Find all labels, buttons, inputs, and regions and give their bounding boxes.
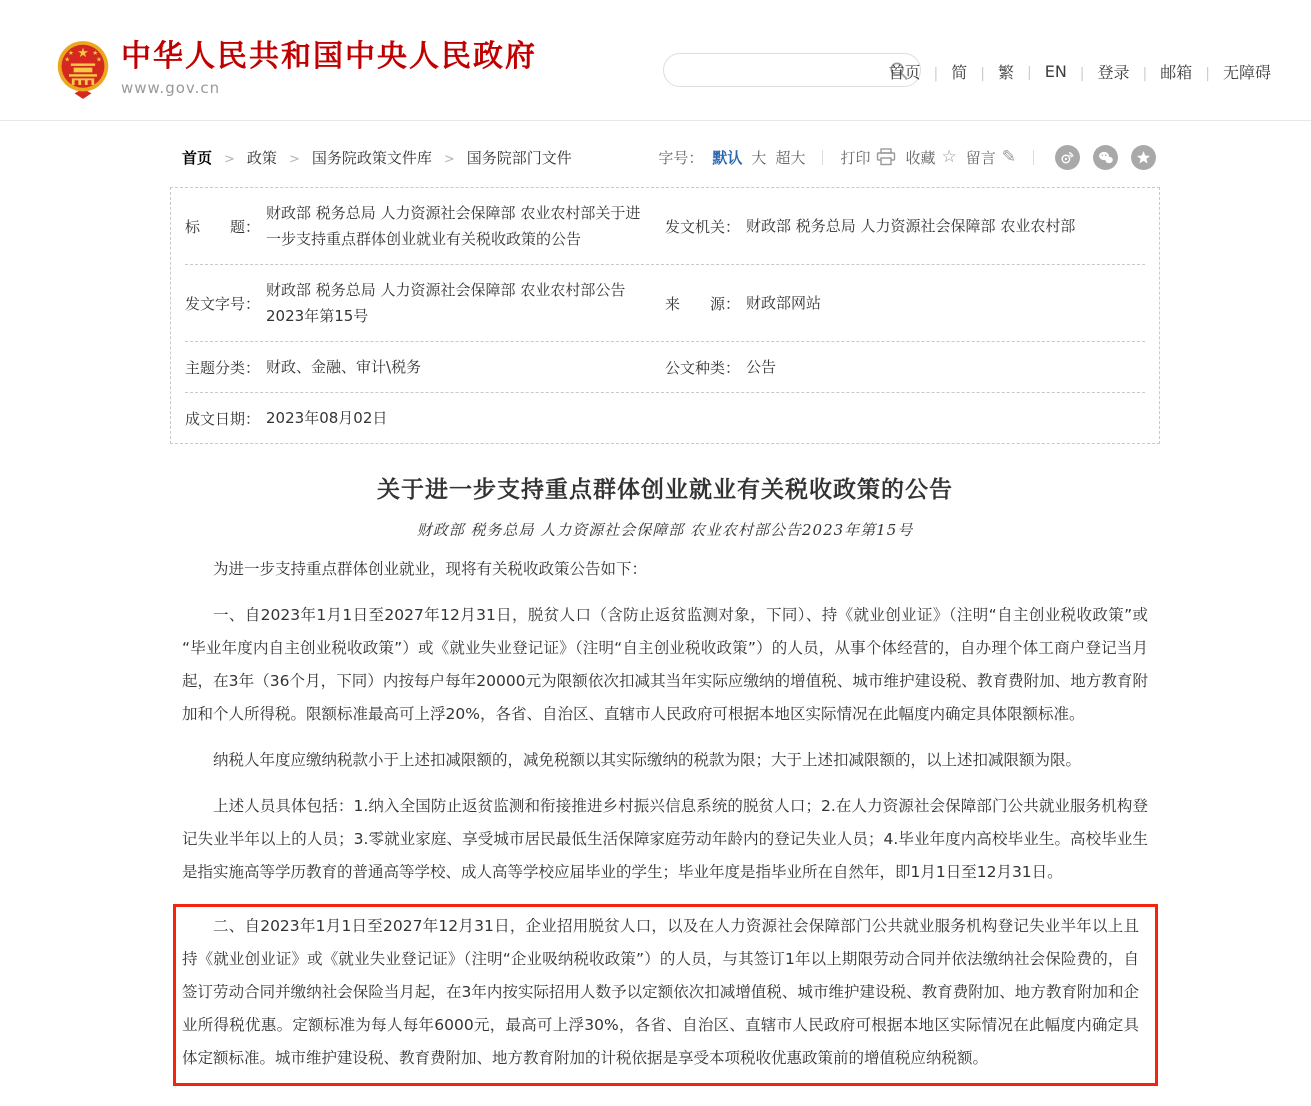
paragraph-intro: 为进一步支持重点群体创业就业，现将有关税收政策公告如下： (213, 560, 648, 578)
meta-cell-title (185, 188, 651, 264)
fontsize-xlarge-button[interactable]: 超大 (775, 148, 806, 167)
breadcrumb-policy-library[interactable]: > 国务院政策文件库 (277, 147, 432, 168)
meta-row-date (185, 393, 1145, 443)
breadcrumb-department-docs[interactable]: > 国务院部门文件 (432, 147, 572, 168)
search-input[interactable] (664, 55, 889, 85)
meta-source-value: 财政部网站 (746, 294, 822, 312)
meta-cell-source (651, 265, 1145, 341)
wechat-share-icon[interactable] (1093, 145, 1118, 170)
brand[interactable] (55, 40, 537, 100)
breadcrumb-home[interactable]: 首页 (182, 148, 213, 167)
svg-text:★: ★ (67, 49, 74, 58)
meta-issuer-value: 财政部 税务总局 人力资源社会保障部 农业农村部 (746, 217, 1076, 235)
nav-english[interactable]: | EN (1014, 62, 1067, 81)
nav-traditional[interactable]: | 繁 (967, 60, 1014, 83)
breadcrumb-policy[interactable]: > 政策 (212, 147, 277, 168)
svg-text:★: ★ (64, 55, 71, 64)
svg-text:★: ★ (92, 49, 99, 58)
print-label: 打印 (840, 148, 871, 167)
nav-mailbox[interactable]: | 邮箱 (1130, 60, 1193, 83)
print-button[interactable] (840, 147, 896, 168)
meta-cell-date (185, 393, 651, 443)
star-icon: ☆ (941, 146, 957, 167)
svg-text:★: ★ (95, 55, 102, 64)
meta-docnum-value: 财政部 税务总局 人力资源社会保障部 农业农村部公告2023年第15号 (266, 281, 626, 325)
article-body (170, 553, 1160, 1086)
paragraph-item-2-highlighted: 二、自2023年1月1日至2027年12月31日，企业招用脱贫人口，以及在人力资源社会保障部门公共就业服务机构登记失业半年以上且持《就业创业证》或《就业失业登记证》（注明“企业吸纳税收政策”）的人员，与其签订1年以上期限劳动合同并依法缴纳社会保险费的，自签订劳动合同并缴纳社会保险当月起，在3年内按实际招用人数予以定额依次扣减增值税、城市维护建设税、教育费附加、地方教育附加和企业所得税优惠。定额标准为每人每年6000元，最高可上浮30%，各省、自治区、直辖市人民政府可根据本地区实际情况在此幅度内确定具体定额标准。城市维护建设税、教育费附加、地方教育附加的计税依据是享受本项税收优惠政策前的增值税应纳税额。 (182, 917, 1139, 1067)
meta-source-label: 来 源： (665, 294, 741, 313)
document-meta-table (170, 187, 1160, 444)
paragraph-personnel-scope: 上述人员具体包括：1.纳入全国防止返贫监测和衔接推进乡村振兴信息系统的脱贫人口；2.在人力资源社会保障部门公共就业服务机构登记失业半年以上的人员；3.零就业家庭、享受城市居民最低生活保障家庭劳动年龄内的登记失业人员；4.毕业年度内高校毕业生。高校毕业生是指实施高等学历教育的普通高等学校、成人高等学校应届毕业的学生；毕业年度是指毕业所在自然年，即1月1日至12月31日。 (182, 797, 1148, 881)
brand-text (121, 40, 537, 97)
svg-text:★: ★ (77, 45, 89, 61)
fontsize-default-button[interactable]: 默认 (712, 148, 743, 167)
printer-icon (876, 148, 896, 166)
article-subtitle: 财政部 税务总局 人力资源社会保障部 农业农村部公告2023年第15号 (416, 521, 914, 539)
meta-doctype-value: 公告 (746, 358, 777, 376)
highlight-box (173, 904, 1158, 1086)
toolbar-divider (822, 150, 823, 165)
nav-home[interactable]: 首页 (888, 63, 921, 82)
qzone-share-icon[interactable] (1131, 145, 1156, 170)
meta-cell-doctype (651, 342, 1145, 392)
site-header (0, 0, 1311, 121)
comment-label: 留言 (965, 148, 996, 167)
top-nav (889, 60, 1271, 83)
meta-date-label: 成文日期： (185, 409, 261, 428)
comment-button[interactable] (966, 147, 1016, 168)
meta-row-docnum (185, 265, 1145, 342)
national-emblem-logo (55, 40, 111, 100)
paragraph-item-1: 一、自2023年1月1日至2027年12月31日，脱贫人口（含防止返贫监测对象，下同）、持《就业创业证》（注明“自主创业税收政策”或“毕业年度内自主创业税收政策”）或《就业失业登记证》（注明“自主创业税收政策”）的人员，从事个体经营的，自办理个体工商户登记当月起，在3年（36个月，下同）内按每户每年20000元为限额依次扣减其当年实际应缴纳的增值税、城市维护建设税、教育费附加、地方教育附加和个人所得税。限额标准最高可上浮20%，各省、自治区、直辖市人民政府可根据本地区实际情况在此幅度内确定具体限额标准。 (182, 606, 1148, 723)
weibo-share-icon[interactable] (1055, 145, 1080, 170)
meta-row-topic (185, 342, 1145, 393)
nav-login[interactable]: | 登录 (1067, 60, 1130, 83)
meta-cell-issuer (651, 188, 1145, 264)
search-box[interactable] (663, 53, 921, 87)
article-title: 关于进一步支持重点群体创业就业有关税收政策的公告 (377, 476, 953, 503)
meta-row-title (185, 188, 1145, 265)
fontsize-large-button[interactable]: 大 (751, 148, 767, 167)
meta-issuer-label: 发文机关： (665, 217, 741, 236)
meta-title-label: 标 题： (185, 217, 261, 236)
meta-topic-value: 财政、金融、审计\税务 (266, 358, 422, 376)
meta-cell-docnum (185, 265, 651, 341)
pencil-icon: ✎ (1001, 146, 1016, 167)
meta-cell-topic (185, 342, 651, 392)
meta-docnum-label: 发文字号： (185, 294, 261, 313)
paragraph-taxpayer-limit: 纳税人年度应缴纳税款小于上述扣减限额的，减免税额以其实际缴纳的税款为限；大于上述扣减限额的，以上述扣减限额为限。 (213, 751, 1082, 769)
meta-date-value: 2023年08月02日 (266, 409, 388, 427)
toolbar-divider (1033, 150, 1034, 165)
meta-topic-label: 主题分类： (185, 358, 261, 377)
meta-title-value: 财政部 税务总局 人力资源社会保障部 农业农村部关于进一步支持重点群体创业就业有关税收政策的公告 (266, 204, 641, 248)
crumb-toolbar-row (170, 144, 1160, 170)
favorite-button[interactable] (905, 147, 956, 168)
doc-toolbar (658, 145, 1156, 170)
breadcrumb (182, 147, 572, 168)
nav-accessibility[interactable]: | 无障碍 (1192, 60, 1271, 83)
main-content (170, 144, 1160, 1086)
favorite-label: 收藏 (905, 148, 936, 167)
article (170, 471, 1160, 1086)
nav-simplified[interactable]: | 简 (921, 60, 968, 83)
fontsize-label: 字号： (658, 148, 704, 167)
site-url: www.gov.cn (121, 79, 221, 97)
site-title: 中华人民共和国中央人民政府 (121, 39, 537, 74)
meta-doctype-label: 公文种类： (665, 358, 741, 377)
